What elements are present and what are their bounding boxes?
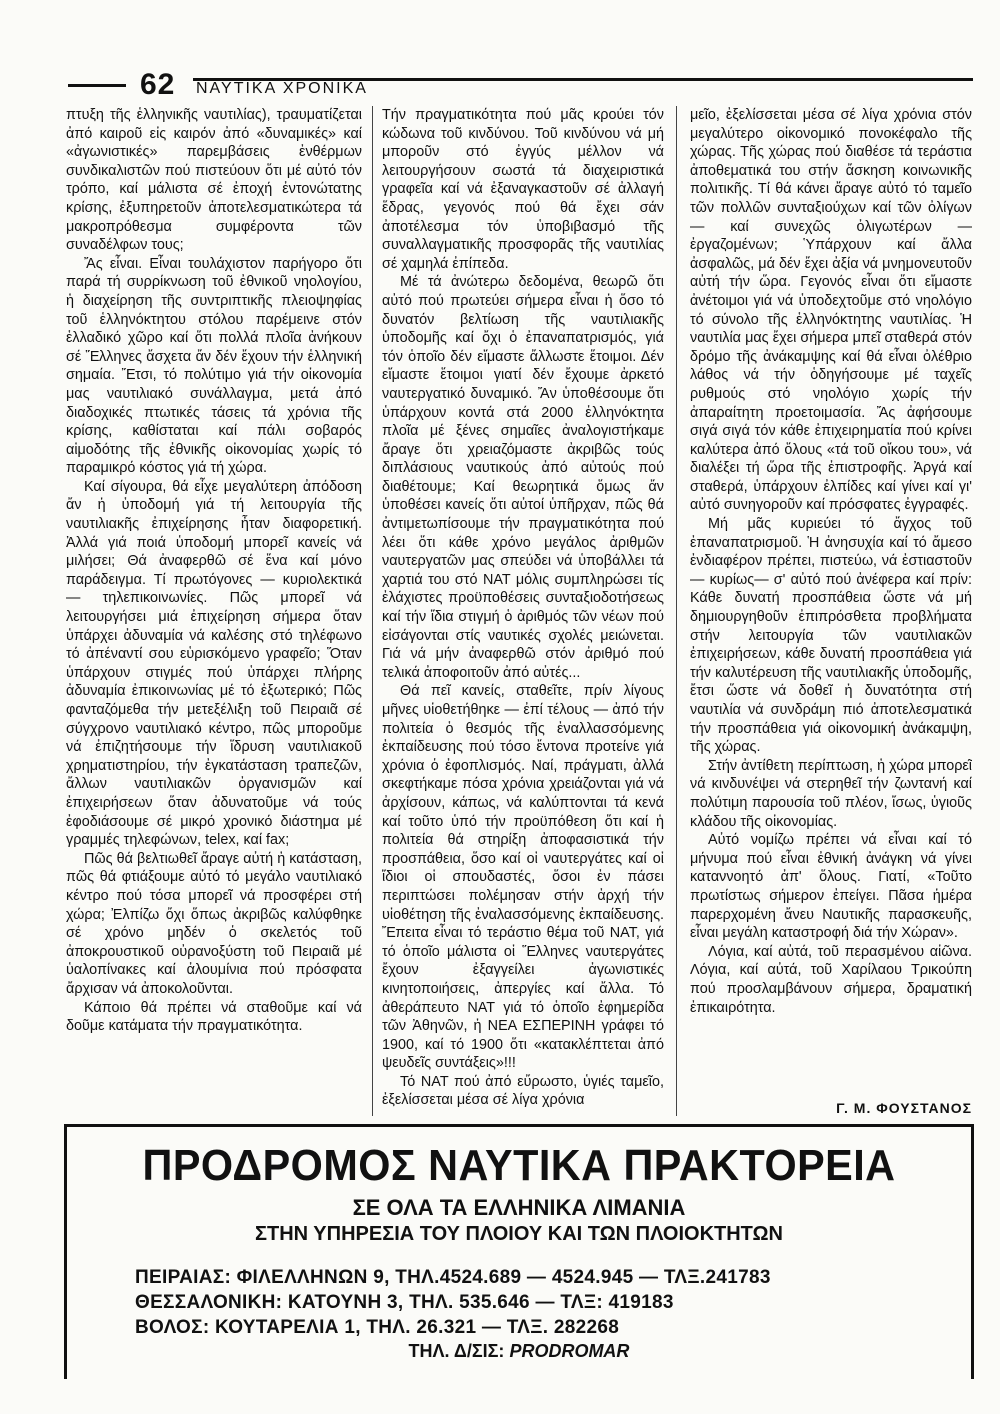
paragraph: Μέ τά ἀνώτερω δεδομένα, θεωρῶ ὅτι αὐτό πού πρωτεύει σήμερα εἶναι ἡ ὅσο τό δυνατόν βελτίωση τῆς ναυτιλιακῆς ὑποδομῆς καί ὄχι ὁ ἐπαναπατρισμός, γιά τόν ὁποῖο δέν εἴμαστε ἄλλωστε ἕτοιμοι. Δέν εἴμαστε ἕτοιμοι γιατί δέν ἔχουμε ἀρκετό ναυτεργατικό δυναμικό. Ἄν ὑποθέσουμε ὅτι ὑπάρχουν κοντά στά 2000 ἑλληνόκτητα πλοῖα μέ ξένες σημαῖες ἀναλογιστήκαμε ἄραγε ὅτι χρειαζόμαστε ἀκριβῶς τούς διπλάσιους ναυτικούς ἀπό αὐτούς πού διαθέτουμε; Καί θεωρητικά ὅμως ἄν ὑποθέσει κανείς ὅτι αὐτοί ὑπῆρχαν, πῶς θά ἀντιμετωπίσουμε τήν πραγματικότητα πού λέει ὅτι κάθε χρόνο μεγάλος ἀριθμῶν ναυτεργατῶν μας σπεύδει νά ὑποβάλλει τά χαρτιά του στό ΝΑΤ μόλις συμπληρώσει τίς ἐλάχιστες προϋποθέσεις συνταξιοδοτήσεως καί τήν ἴδια στιγμή ὁ ἀριθμός τῶν νέων πού εἰσάγονται στίς ναυτικές σχολές μειώνεται. Γιά νά μήν ἀναφερθῶ στόν ἀριθμό πού τελικά ἀποφοιτοῦν ἀπό αὐτές... <box>382 274 664 681</box>
header-rule-left <box>68 84 126 87</box>
paragraph: Στήν ἀντίθετη περίπτωση, ἡ χώρα μπορεῖ νά κινδυνέψει νά στερηθεῖ τήν ζωντανή καί πολύτιμη παρουσία τοῦ πλέον, ἴσως, ὑγιοῦς κλάδου τῆς οἰκονομίας. <box>690 757 972 830</box>
column-divider <box>676 106 677 1116</box>
ad-telegraph-label: ΤΗΛ. Δ/ΣΙΣ: <box>408 1341 505 1361</box>
page-number: 62 <box>140 68 176 101</box>
ad-subtitle: ΣΤΗΝ ΥΠΗΡΕΣΙΑ ΤΟΥ ΠΛΟΙΟΥ ΚΑΙ ΤΩΝ ΠΛΟΙΟΚΤΗΤΩΝ <box>254 1223 784 1245</box>
paragraph: Αὐτό νομίζω πρέπει νά εἶναι καί τό μήνυμα πού εἶναι ἐθνική ἀνάγκη νά γίνει καταννοητό ἀπ' ὅλους. Γιατί, «Τοῦτο πρωτίστως σήμερον ἐπείγει. Πᾶσα ἡμέρα παρερχομένη ἄνευ Ναυτικῆς παρασκευῆς, εἶναι μεγάλη καταστροφή διά τήν Χώραν». <box>690 832 972 942</box>
ad-address-line: ΒΟΛΟΣ: ΚΟΥΤΑΡΕΛΙΑ 1, ΤΗΛ. 26.321 — ΤΛΞ. 282268 <box>135 1317 620 1338</box>
paragraph: Τήν πραγματικότητα πού μᾶς κρούει τόν κώδωνα τοῦ κινδύνου. Τοῦ κινδύνου νά μή μποροῦν στό ἐγγύς μέλλον νά λειτουργήσουν σωστά τά διαχειριστικά γραφεῖα καί νά ἐξαναγκαστοῦν σέ ἀλλαγή ἕδρας, γεγονός πού θά ἔχει σάν ἀποτέλεσμα τόν ὑποβιβασμό τῆς συναλλαγματικῆς προσφορᾶς τῆς ναυτιλίας σέ χαμηλά ἐπίπεδα. <box>382 107 664 272</box>
paragraph: Καί σίγουρα, θά εἶχε μεγαλύτερη ἀπόδοση ἄν ἡ ὑποδομή γιά τή λειτουργία τῆς ναυτιλιακῆς ἐπιχείρησης ἦταν διαφορετική. Ἀλλά γιά ποιά ὑποδομή μπορεῖ κανείς νά μιλήσει; Θά ἀναφερθῶ σέ ἕνα καί μόνο παράδειγμα. Τί πρωτόγονες — κυριολεκτικά — τηλεπικοινωνίες. Πῶς μπορεῖ νά λειτουργήσει μιά ἐπιχείρηση σήμερα ὅταν ὑπάρχει ἀδυναμία νά καλέσης στό τηλέφωνο τό ἀπέναντί σου εὑρισκόμενο γραφεῖο; Ὅταν ὑπάρχουν στιγμές πού ὑπάρχει πλήρης ἀδυναμία ἐπικοινωνίας μέ τό ἐξωτερικό; Πῶς φανταζόμεθα τήν μετεξέλιξη τοῦ Πειραιᾶ σέ σύγχρονο ναυτιλιακό κέντρο, πῶς μποροῦμε νά ἐπιζητήσουμε τήν ἵδρυση ναυτιλιακοῦ χρηματιστηρίου, τήν ἐγκατάσταση τραπεζῶν, ἄλλων ναυτιλιακῶν ὀργανισμῶν καί ἐπιχειρήσεων ὅταν ἀδυνατοῦμε νά τούς ἐφοδιάσουμε σέ μικρό χρονικό διάστημα μέ γραμμές τηλεφώνων, telex, καί fax; <box>66 478 362 849</box>
paragraph: Μή μᾶς κυριεύει τό ἄγχος τοῦ ἐπαναπατρισμοῦ. Ἡ ἀνησυχία καί τό ἄμεσο ἐνδιαφέρον πρέπει, πιστεύω, νά ἐστιαστοῦν — κυρίως— σ' αὐτό πού ἀνέφερα καί πρίν: Κάθε δυνατή προσπάθεια ὥστε νά μή δημιουργηθοῦν ἐπιπρόσθετα προβλήματα στήν λειτουργία τῶν ναυτιλιακῶν ἐπιχειρήσεων, κάθε δυνατή προσπάθεια γιά τήν καλυτέρευση τῆς ναυτιλιακῆς ὑποδομῆς, ἔτσι ὥστε νά δοθεῖ ἡ δυνατότητα στή ναυτιλία νά συνδράμη πιό ἀποτελεσματικά τήν προσπάθεια γιά οἰκονομική ἀνάκαμψη, τῆς χώρας. <box>690 516 972 756</box>
paragraph: Λόγια, καί αὐτά, τοῦ περασμένου αἰῶνα. Λόγια, καί αὐτά, τοῦ Χαρίλαου Τρικούπη πού προσλαμβάνουν σήμερα, δραματική ἐπικαιρότητα. <box>690 943 972 1016</box>
article-column-2 <box>382 106 664 1122</box>
paragraph: Θά πεῖ κανείς, σταθεῖτε, πρίν λίγους μῆνες υἱοθετήθηκε — ἐπί τέλους — ἀπό τήν πολιτεία ὁ θεσμός τῆς ἐναλλασσόμενης ἐκπαίδευσης πού τόσο ἔντονα προτείνε γιά χρόνια ὁ ἐφοπλισμός. Ναί, πράγματι, ἀλλά σκεφτήκαμε πόσα χρόνια χρειάζονται γιά νά ἀρχίσουν, κάπως, νά καλύπτονται τά κενά καί τοῦτο ὑπό τήν προϋπόθεση ὅτι καί ἡ πολιτεία θά στηρίξη ἀποφασιστικά τήν προσπάθεια, ὅσο καί οἱ ναυτεργάτες καί οἱ ἴδιοι οἱ σπουδαστές, ὅσοι ἐν πάσει περιπτώσει πολέμησαν στήν ἀρχή τήν υἱοθέτηση τῆς ἐναλασσόμενης ἐκπαίδευσης. Ἔπειτα εἶναι τό τεράστιο θέμα τοῦ ΝΑΤ, γιά τό ὁποῖο μάλιστα οἱ Ἕλληνες ναυτεργάτες ἔχουν ἐξαγγείλει ἀγωνιστικές κινητοποιήσεις, ἀπεργίες καί ἄλλα. Τό ἀθεράπευτο ΝΑΤ γιά τό ὁποῖο ἐφημερίδα τῶν Ἀθηνῶν, ἡ ΝΕΑ ΕΣΠΕΡΙΝΗ γράφει τό 1900, καί τό 1900 ὅτι «κατακλέπτεται ἀπό ψευδεῖς συντάξεις»!!! <box>382 683 664 1072</box>
paragraph: Πῶς θά βελτιωθεῖ ἄραγε αὐτή ἡ κατάσταση, πῶς θά φτιάξουμε αὐτό τό μεγάλο ναυτιλιακό κέντρο πού τόσα μπορεῖ νά προσφέρει στή χώρα; Ἐλπίζω ὄχι ὅπως ἀκριβῶς καλύφθηκε σέ χρόνο μηδέν ὁ σκελετός τοῦ ἀποκρουστικοῦ οὐρανοξύστη τοῦ Πειραιᾶ μέ ὑαλοπίνακες καί ἀλουμίνια πού πρόσφατα ἄρχισαν νά ἀποκολοῦνται. <box>66 850 362 997</box>
paragraph: μεῖο, ἐξελίσσεται μέσα σέ λίγα χρόνια στόν μεγαλύτερο οἰκονομικό πονοκέφαλο τῆς χώρας. Τῆς χώρας πού διαθέσε τά τεράστια ἀποθεματικά του στήν ἄσκηση κοινωνικῆς πολιτικῆς. Τί θά κάνει ἄραγε αὐτό τό ταμεῖο τῶν πολλῶν συνταξιούχων καί τῶν ὀλίγων — καί συνεχῶς ὀλιγωτέρων — ἐργαζομένων; Ὑπάρχουν καί ἄλλα ἀσφαλῶς, μά δέν ἔχει ἀξία νά μνημονευτοῦν αὐτή τήν ὥρα. Γεγονός εἶναι ὅτι εἴμαστε ἀνέτοιμοι γιά νά ὑποδεχτοῦμε στό νηολόγιο τό σύνολο τῆς ἑλληνόκτητης ναυτιλίας. Ἡ ναυτιλία μας ἔχει σήμερα μπεῖ σταθερά στόν δρόμο τῆς ἀνάκαμψης καί θά εἶναι ὀλέθριο λάθος νά τήν ὁδηγήσουμε μέ ταχεῖς ρυθμούς στό νηολόγιο χωρίς τήν ἀπαραίτητη προετοιμασία. Ἄς ἀφήσουμε σιγά σιγά τόν κάθε ἐπιχειρηματία πού κρίνει καλύτερα ἀπό ὅλους «τά τοῦ οἴκου του», νά διαλέξει τή ὥρα τῆς ἐπιστροφῆς. Ἀργά καί σταθερά, ὑπάρχουν ἐλπίδες καί γίνει καί γι' αὐτό συνηγοροῦν καί πρόσφατες ἐγγραφές. <box>690 107 972 514</box>
article-column-3 <box>690 106 972 1122</box>
paragraph: Κάποιο θά πρέπει νά σταθοῦμε καί νά δοῦμε κατάματα τήν πραγματικότητα. <box>66 999 362 1035</box>
paragraph: πτυξη τῆς ἑλληνικῆς ναυτιλίας), τραυματίζεται ἀπό καιροῦ εἰς καιρόν ἀπό «δυναμικές» καί «ἀγωνιστικές» παρεμβάσεις ἐνθέρμων συνδικαλιστῶν πού πιστεύουν ὅτι μέ αὐτό τόν τρόπο, καί μάλιστα σέ ἐποχή ἐντονώτατης κρίσης, ἐξυπηρετοῦν ἀποτελεσματικώτερα τά μακροπρόθεσμα συμφέροντα τῶν συναδέλφων τους; <box>66 107 362 254</box>
paragraph: Τό ΝΑΤ πού ἀπό εὔρωστο, ὑγιές ταμεῖο, ἐξελίσσεται μέσα σέ λίγα χρόνια <box>382 1073 664 1109</box>
ad-telegraph <box>67 1341 971 1362</box>
article-column-1 <box>66 106 362 1122</box>
paragraph: Ἄς εἶναι. Εἶναι τουλάχιστον παρήγορο ὅτι παρά τή συρρίκνωση τοῦ ἐθνικοῦ νηολογίου, ἡ διαχείρηση τῆς συντριπτικῆς πλειοψηφίας τοῦ ἑλληνόκτητου στόλου παρέμεινε στόν ἑλλαδικό χῶρο καί ὅτι πολλά πλοῖα ἀνήκουν σέ Ἕλληνες ἄσχετα ἄν δέν ἔχουν τήν ἑλληνική σημαία. Ἔτσι, τό πολύτιμο γιά τήν οἰκονομία μας ναυτιλιακό συνάλλαγμα, μετά ἀπό διαδοχικές πτωτικές τάσεις τά χρόνια τῆς κρίσης, καθίσταται καί πάλι σοβαρός αἱμοδότης τῆς ἐθνικῆς οἰκονομίας χωρίς τό παραμικρό κόστος γιά τή χώρα. <box>66 255 362 477</box>
author-signature: Γ. Μ. ΦΟΥΣΤΑΝΟΣ <box>836 1100 972 1116</box>
ad-subtitle: ΣΕ ΟΛΑ ΤΑ ΕΛΛΗΝΙΚΑ ΛΙΜΑΝΙΑ <box>352 1195 686 1220</box>
advertisement <box>64 1124 974 1379</box>
page-header <box>68 68 973 102</box>
column-divider <box>372 106 373 1116</box>
ad-title: ΠΡΟΔΡΟΜΟΣ ΝΑΥΤΙΚΑ ΠΡΑΚΤΟΡΕΙΑ <box>142 1141 896 1190</box>
ad-telegraph-value: PRODROMAR <box>509 1341 630 1361</box>
ad-address-line: ΠΕΙΡΑΙΑΣ: ΦΙΛΕΛΛΗΝΩΝ 9, ΤΗΛ.4524.689 — 4524.945 — ΤΛΞ.241783 <box>135 1267 771 1288</box>
ad-address-line: ΘΕΣΣΑΛΟΝΙΚΗ: ΚΑΤΟΥΝΗ 3, ΤΗΛ. 535.646 — ΤΛΞ: 419183 <box>135 1292 674 1313</box>
magazine-title: ΝΑΥΤΙΚΑ ΧΡΟΝΙΚΑ <box>196 80 368 97</box>
